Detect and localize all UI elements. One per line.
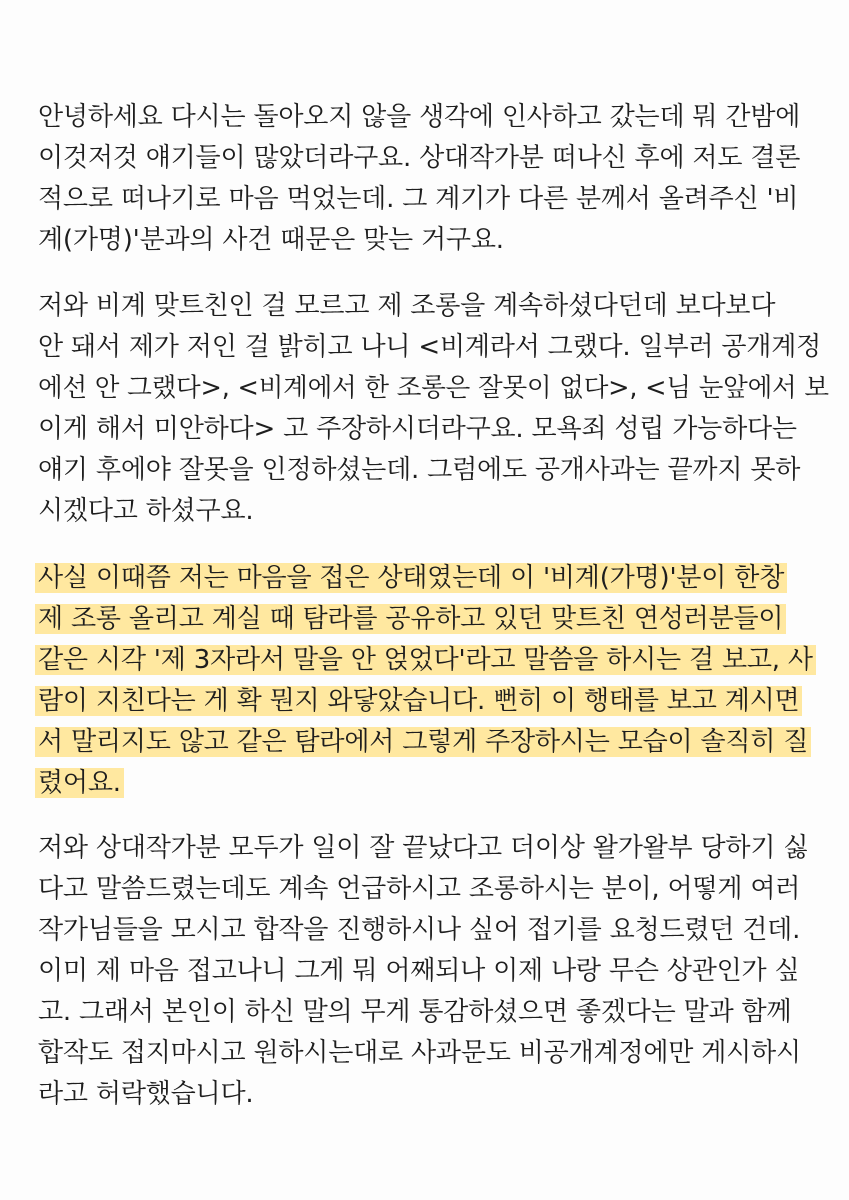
text-line: 적으로 떠나기로 마음 먹었는데. 그 계기가 다른 분께서 올려주신 '비 <box>38 184 799 214</box>
highlighted-text-line: 렸어요. <box>35 768 124 798</box>
text-line: 합작도 접지마시고 원하시는대로 사과문도 비공개계정에만 게시하시 <box>38 1038 801 1068</box>
text-line: 에선 안 그랬다>, <비계에서 한 조롱은 잘못이 없다>, <님 눈앞에서 보 <box>38 373 829 403</box>
text-line: 안녕하세요 다시는 돌아오지 않을 생각에 인사하고 갔는데 뭐 간밤에 <box>38 102 801 132</box>
text-line: 이미 제 마음 접고나니 그게 뭐 어째되나 이제 나랑 무슨 상관인가 싶 <box>38 956 800 986</box>
text-line: 이것저것 얘기들이 많았더라구요. 상대작가분 떠나신 후에 저도 결론 <box>38 143 801 173</box>
highlighted-text-line: 람이 지친다는 게 확 뭔지 와닿았습니다. 뻔히 이 행태를 보고 계시면 <box>35 686 802 716</box>
text-line: 얘기 후에야 잘못을 인정하셨는데. 그럼에도 공개사과는 끝까지 못하 <box>38 455 801 485</box>
highlighted-text-line: 제 조롱 올리고 계실 때 탐라를 공유하고 있던 맞트친 연성러분들이 <box>35 604 786 634</box>
text-line: 시겠다고 하셨구요. <box>38 496 254 526</box>
text-line: 저와 비계 맞트친인 걸 모르고 제 조롱을 계속하셨다던데 보다보다 <box>38 291 776 321</box>
text-line: 저와 상대작가분 모두가 일이 잘 끝났다고 더이상 왈가왈부 당하기 싫 <box>38 833 809 863</box>
text-line: 안 돼서 제가 저인 걸 밝히고 나니 <비계라서 그랬다. 일부러 공개계정 <box>38 332 822 362</box>
highlighted-text-line: 같은 시각 '제 3자라서 말을 안 얹었다'라고 말씀을 하시는 걸 보고, 사 <box>35 645 816 675</box>
highlighted-text-line: 서 말리지도 않고 같은 탐라에서 그렇게 주장하시는 모습이 솔직히 질 <box>35 727 811 757</box>
text-line: 고. 그래서 본인이 하신 말의 무게 통감하셨으면 좋겠다는 말과 함께 <box>38 997 792 1027</box>
text-line: 라고 허락했습니다. <box>38 1079 254 1109</box>
text-line: 계(가명)'분과의 사건 때문은 맞는 거구요. <box>38 225 504 255</box>
highlighted-text-line: 사실 이때쯤 저는 마음을 접은 상태였는데 이 '비계(가명)'분이 한창 <box>35 563 787 593</box>
text-line: 이게 해서 미안하다> 고 주장하시더라구요. 모욕죄 성립 가능하다는 <box>38 414 797 444</box>
text-line: 작가님들을 모시고 합작을 진행하시나 싶어 접기를 요청드렸던 건데. <box>38 915 801 945</box>
text-line: 다고 말씀드렸는데도 계속 언급하시고 조롱하시는 분이, 어떻게 여러 <box>38 874 801 904</box>
